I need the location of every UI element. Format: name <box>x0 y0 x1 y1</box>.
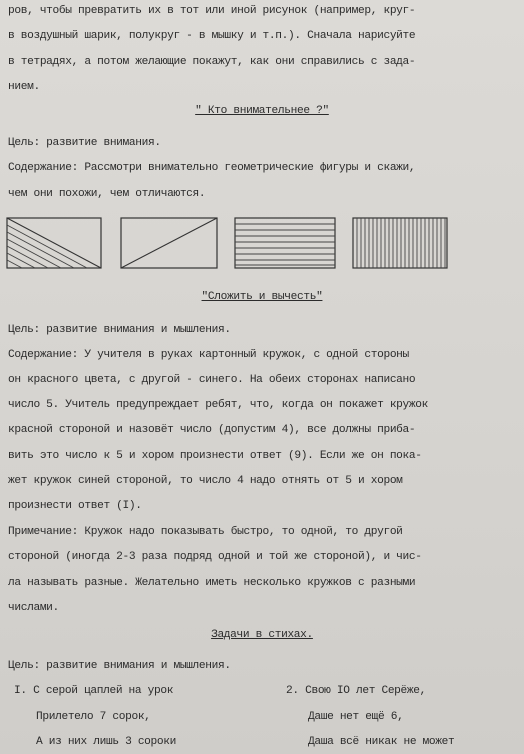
note-line: числами. <box>8 602 59 614</box>
goal-line: Цель: развитие внимания и мышления. <box>8 324 231 336</box>
section-title: "Сложить и вычесть" <box>201 291 323 303</box>
content-line: Содержание: Рассмотри внимательно геометрические фигуры и скажи, <box>8 162 416 174</box>
section-title: " Кто внимательнее ?" <box>195 105 329 117</box>
goal-line: Цель: развитие внимания и мышления. <box>8 660 231 672</box>
content-line: число 5. Учитель предупреждает ребят, что, когда он покажет кружок <box>8 399 428 411</box>
content-line: Содержание: У учителя в руках картонный кружок, с одной стороны <box>8 349 409 361</box>
goal-line: Цель: развитие внимания. <box>8 137 161 149</box>
content-line: чем они похожи, чем отличаются. <box>8 188 206 200</box>
poem-left-line: А из них лишь 3 сороки <box>36 736 176 748</box>
intro-line: нием. <box>8 81 40 93</box>
content-line: жет кружок синей стороной, то число 4 надо отнять от 5 и хором <box>8 475 403 487</box>
poem-left-line: Прилетело 7 сорок, <box>36 711 151 723</box>
intro-line: в тетрадях, а потом желающие покажут, как они справились с зада- <box>8 56 416 68</box>
content-line: красной стороной и назовёт число (допустим 4), все должны приба- <box>8 424 416 436</box>
content-line: произнести ответ (I). <box>8 500 142 512</box>
note-line: стороной (иногда 2-3 раза подряд одной и той же стороной), и чис- <box>8 551 422 563</box>
figure-horizontal-lines <box>234 217 336 269</box>
note-line: ла называть разные. Желательно иметь несколько кружков с разными <box>8 577 416 589</box>
poem-right-line: 2. Свою IO лет Серёже, <box>286 685 426 697</box>
note-line: Примечание: Кружок надо показывать быстро, то одной, то другой <box>8 526 403 538</box>
content-line: он красного цвета, с другой - синего. На обеих сторонах написано <box>8 374 416 386</box>
content-line: вить это число к 5 и хором произнести ответ (9). Если же он пока- <box>8 450 422 462</box>
intro-line: в воздушный шарик, полукруг - в мышку и т.п.). Сначала нарисуйте <box>8 30 416 42</box>
figure-single-diagonal <box>120 217 218 269</box>
section-title: Задачи в стихах. <box>211 629 313 641</box>
geometric-figures <box>0 217 524 271</box>
poem-left-line: I. С серой цаплей на урок <box>14 685 174 697</box>
figure-diagonal-hatched <box>6 217 102 269</box>
figure-vertical-lines <box>352 217 448 269</box>
intro-line: ров, чтобы превратить их в тот или иной рисунок (например, круг- <box>8 5 416 17</box>
poem-right-line: Даше нет ещё 6, <box>308 711 404 723</box>
poem-right-line: Даша всё никак не может <box>308 736 455 748</box>
